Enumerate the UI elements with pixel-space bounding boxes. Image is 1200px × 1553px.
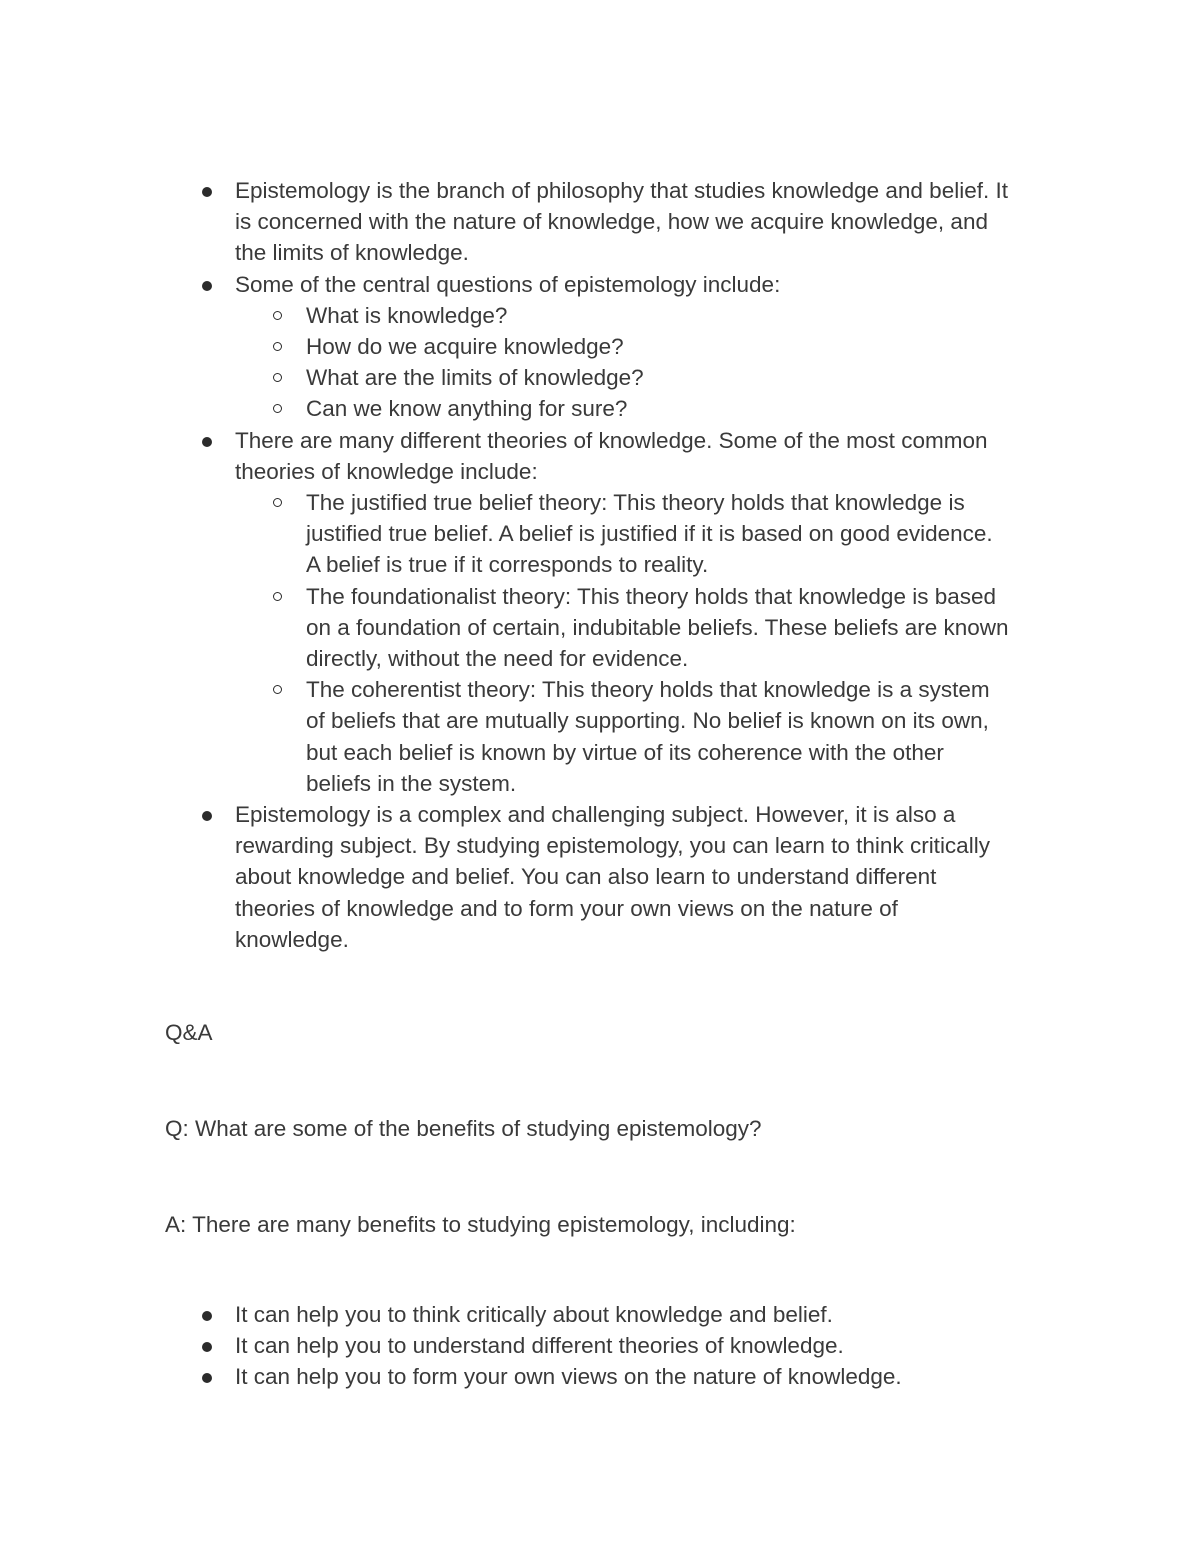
sub-list — [235, 487, 1010, 799]
sub-list-item-text: What is knowledge? — [306, 302, 508, 328]
sub-list-item-text: How do we acquire knowledge? — [306, 334, 624, 360]
qa-heading: Q&A — [165, 1020, 213, 1045]
list-item — [0, 1361, 1010, 1392]
sub-list-item-text: The coherentist theory: This theory holds that knowledge is a system of beliefs that are mutually supporting. No belief is known on its own, but each belief is known by virtue of its coherence with the other beliefs in the system. — [306, 677, 990, 796]
list-item-text: Some of the central questions of epistemology include: — [235, 271, 781, 297]
benefit-text: It can help you to form your own views on the nature of knowledge. — [235, 1364, 902, 1390]
answer-text: A: There are many benefits to studying epistemology, including: — [165, 1212, 796, 1237]
list-item — [0, 269, 1010, 425]
list-item-text: Epistemology is the branch of philosophy that studies knowledge and belief. It is concerned with the nature of knowledge, how we acquire knowledge, and the limits of knowledge. — [235, 178, 1008, 266]
sub-list-item-text: What are the limits of knowledge? — [306, 365, 644, 391]
benefit-text: It can help you to understand different theories of knowledge. — [235, 1333, 844, 1359]
list-item — [0, 1299, 1010, 1330]
sub-list-item-text: The foundationalist theory: This theory holds that knowledge is based on a foundation of certain, indubitable beliefs. These beliefs are known directly, without the need for evidence. — [306, 583, 1009, 672]
outline-list — [0, 175, 1010, 955]
list-item — [0, 1330, 1010, 1361]
sub-list-item — [235, 487, 1010, 581]
list-item-text: Epistemology is a complex and challenging subject. However, it is also a rewarding subject. By studying epistemology, you can learn to think critically about knowledge and belief. You can also learn to understand different theories of knowledge and to form your own views on the nature of knowledge. — [235, 802, 990, 952]
list-item — [0, 425, 1010, 799]
sub-list — [235, 300, 1010, 425]
question-text: Q: What are some of the benefits of studying epistemology? — [165, 1116, 762, 1141]
sub-list-item-text: The justified true belief theory: This theory holds that knowledge is justified true belief. A belief is justified if it is based on good evidence. A belief is true if it corresponds to reality. — [306, 490, 993, 578]
sub-list-item — [235, 674, 1010, 799]
benefit-text: It can help you to think critically about knowledge and belief. — [235, 1302, 833, 1327]
list-item — [0, 799, 1010, 955]
sub-list-item — [235, 581, 1010, 675]
list-item-text: There are many different theories of knowledge. Some of the most common theories of knowledge include: — [235, 427, 988, 484]
sub-list-item — [235, 362, 1010, 393]
sub-list-item — [235, 331, 1010, 362]
benefits-list — [0, 1299, 1010, 1393]
list-item — [0, 175, 1010, 269]
sub-list-item — [235, 393, 1010, 424]
sub-list-item — [235, 300, 1010, 331]
sub-list-item-text: Can we know anything for sure? — [306, 396, 628, 422]
